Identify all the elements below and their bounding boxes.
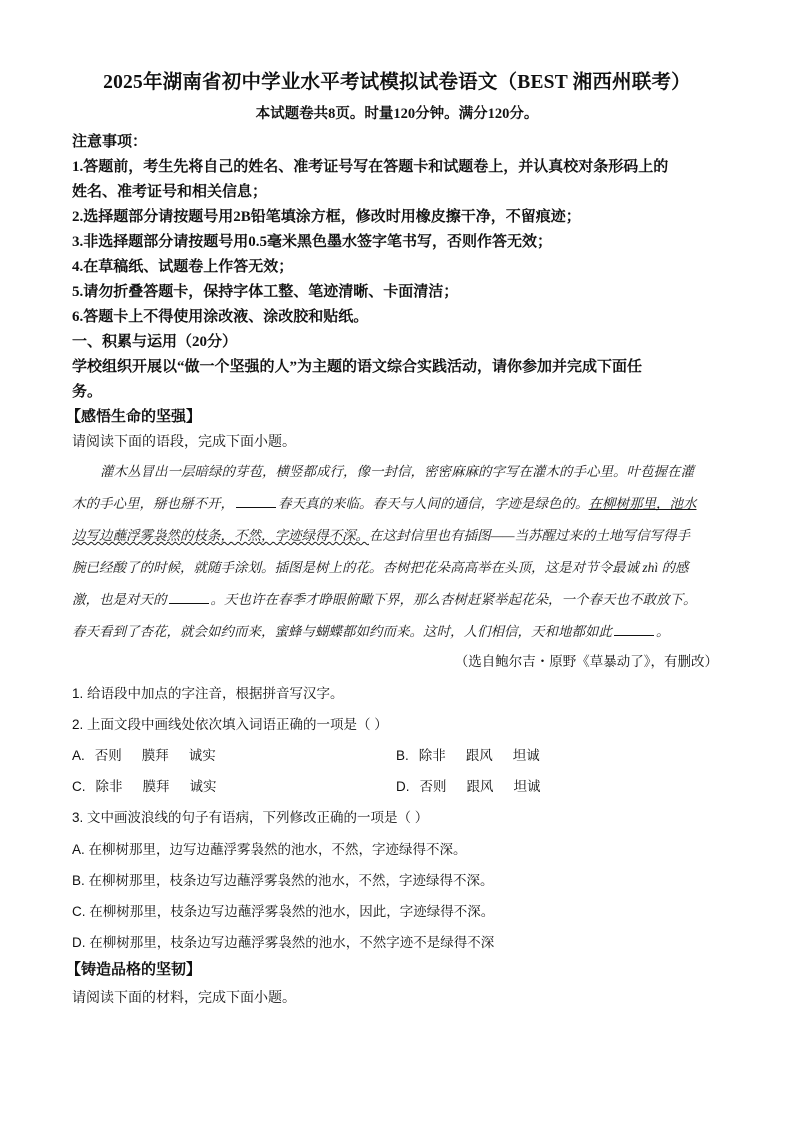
passage-line: 灌木丛冒出一层暗绿的芽苞，横竖都成行，像一封信，密密麻麻的字写在灌木的手心里。叶苞握在灌	[100, 464, 694, 479]
passage-line: 腕已经酸了的时候，就随手涂划。插图是树上的花。杏树把花朵高高举在头顶，这是对节令最诚 zhì 的感	[72, 560, 689, 575]
question-3: 3. 文中画波浪线的句子有语病，下列修改正确的一项是（ ）	[72, 810, 429, 825]
option-b[interactable]: B. 在柳树那里，枝条边写边蘸浮雾袅然的池水，不然，字迹绿得不深。	[72, 873, 494, 888]
notice-item: 4.在草稿纸、试题卷上作答无效；	[72, 259, 294, 275]
passage-source: （选自鲍尔吉・原野《草暴动了》，有删改）	[454, 654, 718, 669]
section-heading: 一、积累与运用（20分）	[72, 334, 238, 350]
passage-line: 春天看到了杏花，就会如约而来，蜜蜂与蝴蝶都如约而来。这时，人们相信，天和地都如此 。	[72, 616, 722, 648]
option-b[interactable]: B. 除非 跟风 坦诚	[396, 748, 540, 763]
section-intro: 务。	[72, 384, 103, 400]
notice-item: 2.选择题部分请按题号用2B铅笔填涂方框，修改时用橡皮擦干净，不留痕迹；	[72, 209, 581, 225]
reading-passage	[72, 456, 722, 648]
question-2: 2. 上面文段中画线处依次填入词语正确的一项是（ ）	[72, 717, 388, 732]
option-c[interactable]: C. 在柳树那里，枝条边写边蘸浮雾袅然的池水，因此，字迹绿得不深。	[72, 904, 495, 919]
notice-item: 姓名、准考证号和相关信息；	[72, 184, 268, 200]
page-subtitle: 本试题卷共8页。时量120分钟。满分120分。	[255, 106, 539, 122]
question-1: 1. 给语段中加点的字注音，根据拼音写汉字。	[72, 686, 344, 701]
notice-item: 6.答题卡上不得使用涂改液、涂改胶和贴纸。	[72, 309, 369, 325]
fill-blank	[614, 621, 654, 636]
subsection-title: 【感悟生命的坚强】	[66, 409, 202, 425]
subsection-title: 【铸造品格的坚韧】	[66, 962, 202, 978]
passage-line: 激，也是对天的 。天也许在春季才睁眼俯瞰下界，那么杏树赶紧举起花朵，一个春天也不敢放下。	[72, 584, 722, 616]
underlined-sentence: 在柳树那里，池水	[588, 496, 697, 511]
passage-line: 边写边蘸浮雾袅然的枝条，不然，字迹绿得不深。在这封信里也有插图——当苏醒过来的土地写信写得手	[72, 528, 691, 543]
notice-item: 3.非选择题部分请按题号用0.5毫米黑色墨水签字笔书写，否则作答无效；	[72, 234, 553, 250]
instruction-text: 请阅读下面的材料，完成下面小题。	[72, 989, 296, 1005]
option-d[interactable]: D. 否则 跟风 坦诚	[396, 779, 541, 794]
option-c[interactable]: C. 除非 膜拜 诚实	[72, 779, 217, 794]
notice-item: 5.请勿折叠答题卡，保持字体工整、笔迹清晰、卡面清洁；	[72, 284, 459, 300]
instruction-text: 请阅读下面的语段，完成下面小题。	[72, 433, 296, 449]
option-d[interactable]: D. 在柳树那里，枝条边写边蘸浮雾袅然的池水，不然字迹不是绿得不深	[72, 935, 495, 950]
notice-heading: 注意事项：	[72, 134, 148, 150]
fill-blank	[169, 589, 209, 604]
option-a[interactable]: A. 否则 膜拜 诚实	[72, 748, 216, 763]
fill-blank	[236, 493, 276, 508]
notice-item: 1.答题前，考生先将自己的姓名、准考证号写在答题卡和试题卷上，并认真校对条形码上的	[72, 159, 669, 175]
option-a[interactable]: A. 在柳树那里，边写边蘸浮雾袅然的池水，不然，字迹绿得不深。	[72, 842, 467, 857]
page-title: 2025年湖南省初中学业水平考试模拟试卷语文（BEST 湘西州联考）	[103, 72, 691, 93]
section-intro: 学校组织开展以“做一个坚强的人”为主题的语文综合实践活动，请你参加并完成下面任	[72, 359, 643, 375]
passage-line: 木的手心里，掰也掰不开， 春天真的来临。春天与人间的通信，字迹是绿色的。在柳树那里，池水	[72, 488, 722, 520]
wavy-underlined-sentence: 边写边蘸浮雾袅然的枝条，不然，字迹绿得不深。	[72, 528, 369, 543]
